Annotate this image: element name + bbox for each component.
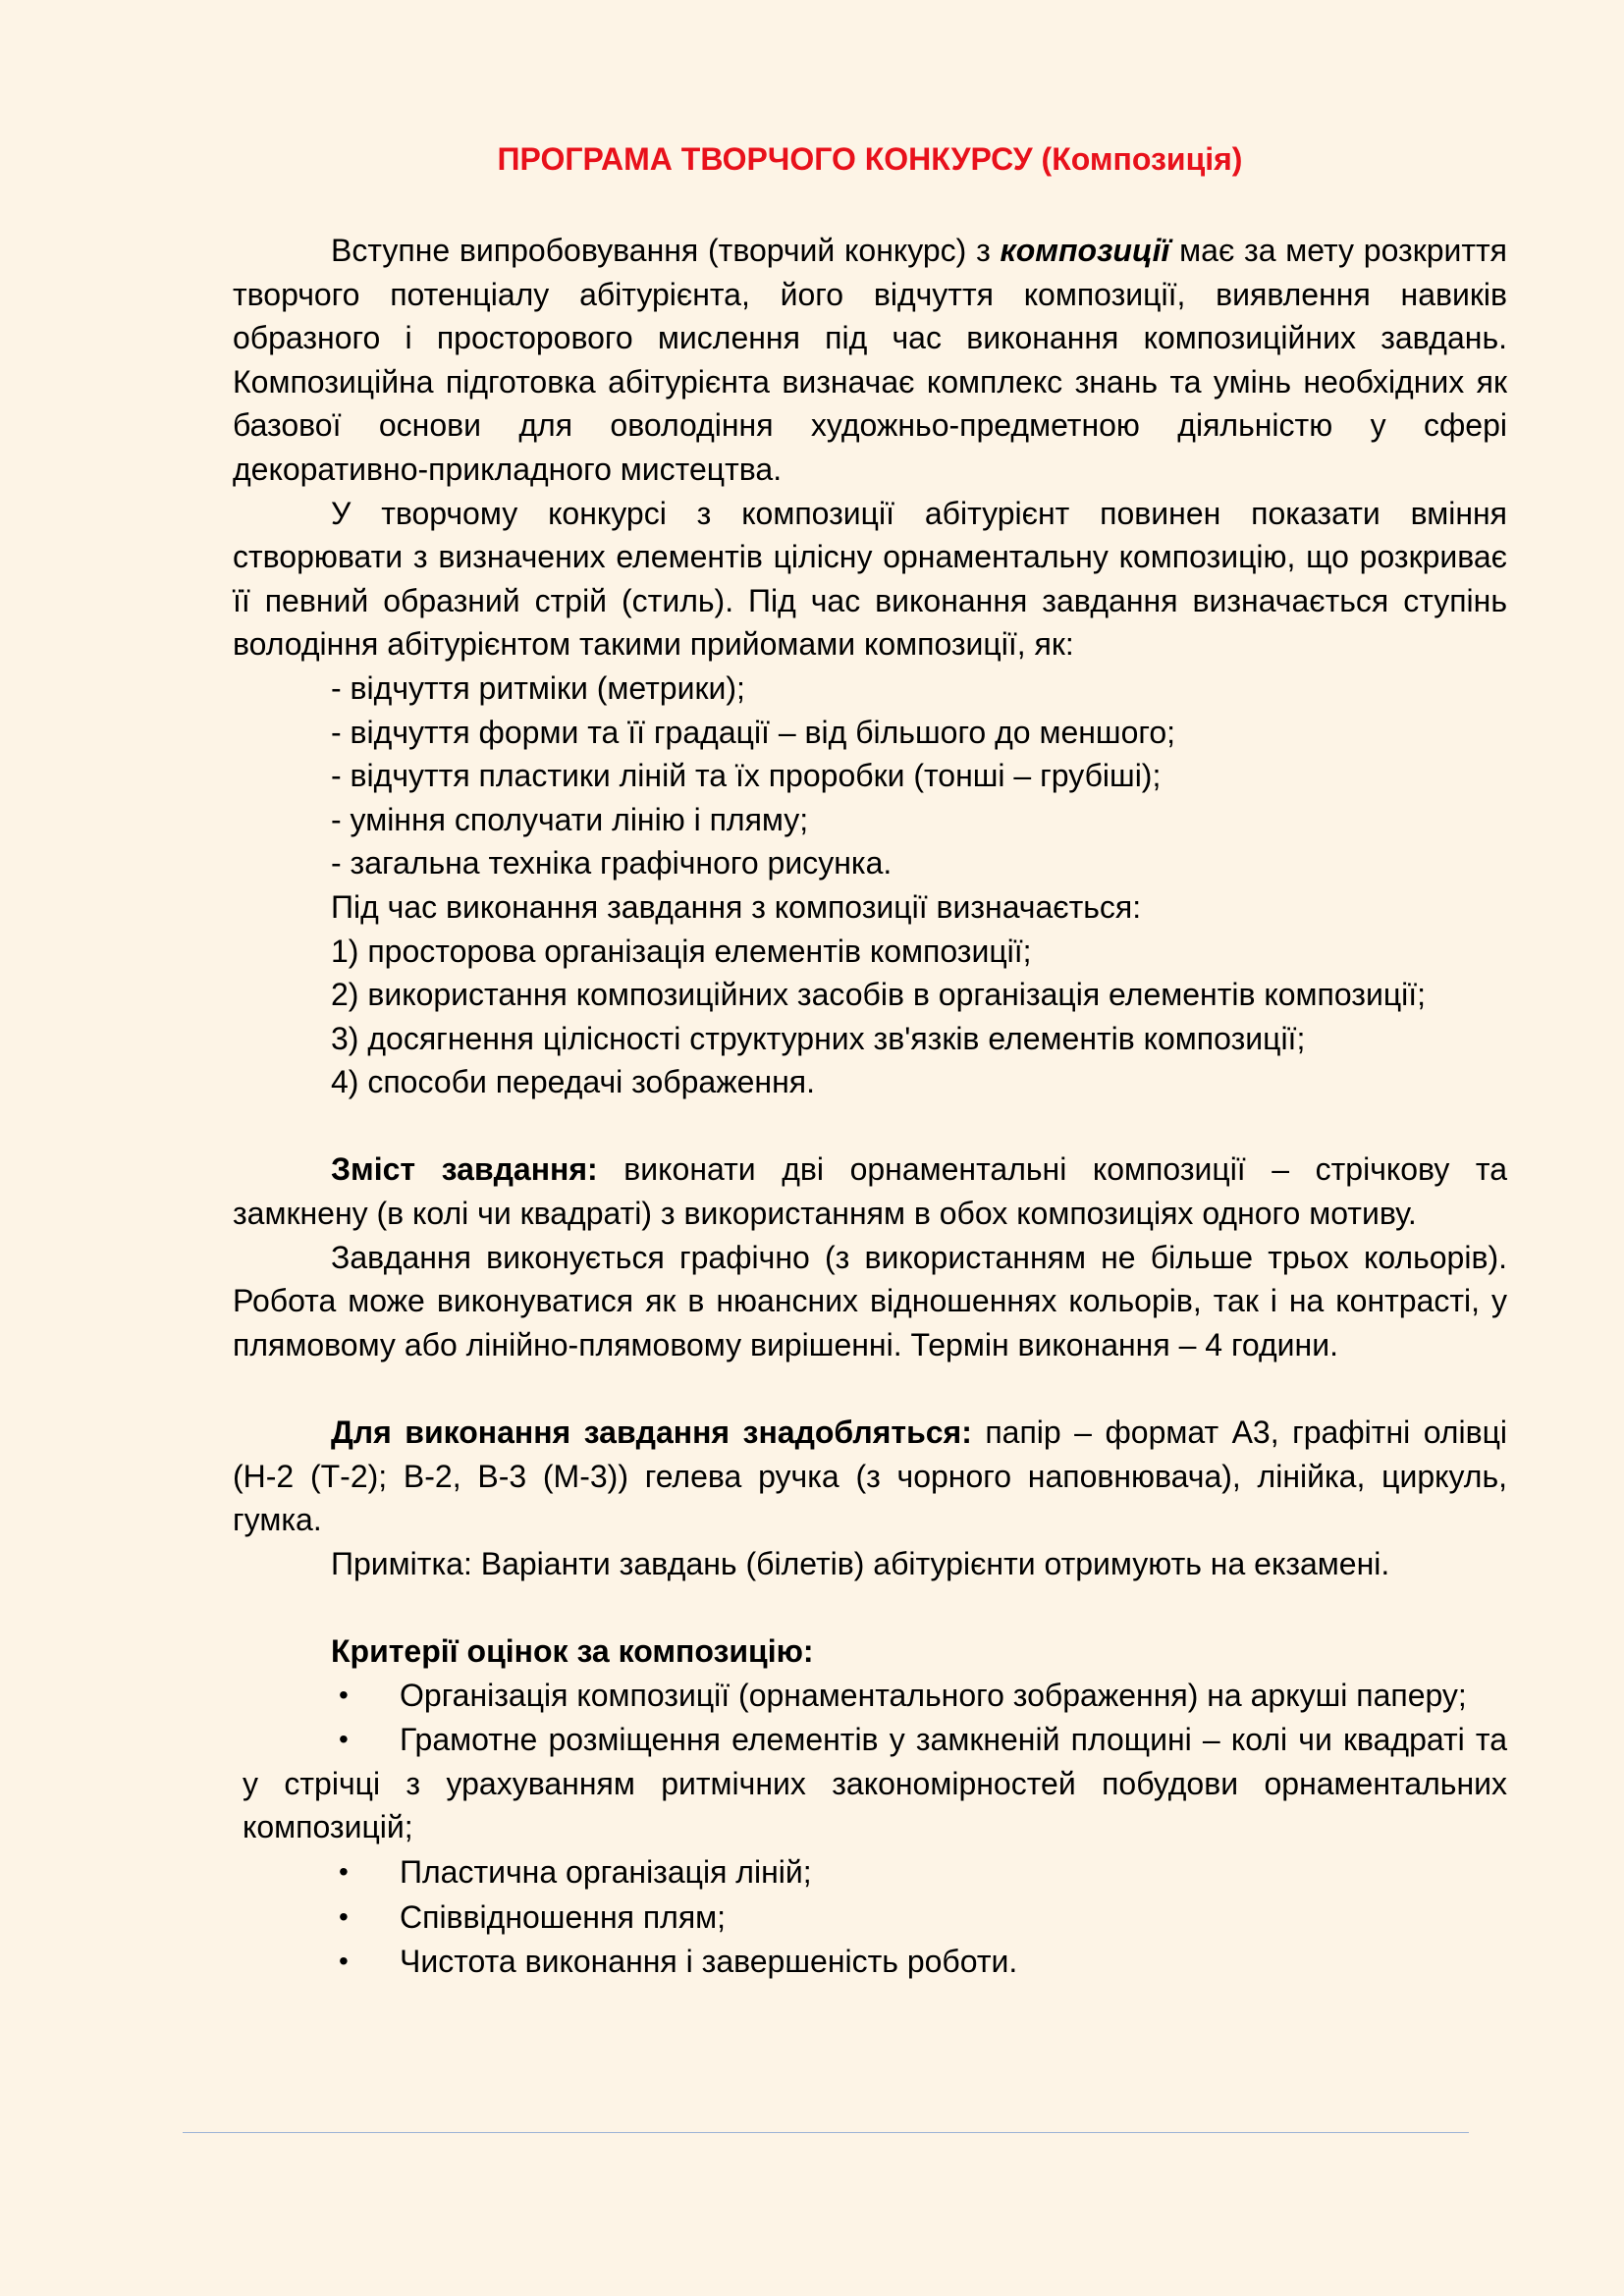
- criteria-item: [243, 1674, 1507, 1718]
- bullet-icon: •: [339, 1946, 349, 1977]
- footer-divider: [183, 2132, 1469, 2133]
- criteria-item: [243, 1940, 1507, 1984]
- skill-item: - відчуття форми та її градації – від більшого до меншого;: [331, 714, 1176, 750]
- criteria-item: [243, 1896, 1507, 1940]
- spacer: [233, 1104, 1507, 1148]
- materials-label: Для виконання завдання знадобляться:: [331, 1415, 972, 1451]
- criteria-heading: [233, 1629, 1507, 1674]
- criteria-item: [243, 1850, 1507, 1895]
- skills-paragraph: У творчому конкурсі з композиції абітурієнт повинен показати вміння створювати з визначених елементів цілісну орнаментальну композицію, що розкриває її певний образний стрій (стиль). Під час виконання завдання визначається ступінь володіння абітурієнтом такими прийомами композиції, як:: [233, 495, 1507, 663]
- spacer: [233, 1366, 1507, 1411]
- criteria-item-text: Чистота виконання і завершеність роботи.: [400, 1944, 1018, 1980]
- criteria-item-text: Грамотне розміщення елементів у замкненій площині – колі чи квадраті та у стрічці з урахуванням ритмічних закономірностей побудови орнаментальних композицій;: [243, 1722, 1507, 1845]
- skill-item: - уміння сполучати лінію і пляму;: [331, 801, 809, 837]
- criteria-heading-text: Критерії оцінок за композицію:: [331, 1633, 814, 1669]
- intro-paragraph: [233, 229, 1507, 492]
- bullet-icon: •: [339, 1855, 349, 1887]
- determined-item: 4) способи передачі зображення.: [331, 1064, 815, 1100]
- skill-item: - загальна техніка графічного рисунка.: [331, 845, 893, 881]
- materials-text: папір – формат А3, графітні олівці (Н-2 (Т-2); В-2, В-3 (М-3)) гелева ручка (з чорного наповнювача), лінійка, циркуль, гумка.: [233, 1415, 1508, 1538]
- determined-item: 1) просторова організація елементів композиції;: [331, 933, 1032, 969]
- materials-note: Примітка: Варіанти завдань (білетів) абітурієнти отримують на екзамені.: [331, 1545, 1390, 1581]
- determined-item: 3) досягнення цілісності структурних зв'язків елементів композиції;: [331, 1020, 1306, 1056]
- intro-text-before: Вступне випробовування (творчий конкурс) з: [331, 233, 1001, 268]
- criteria-item-text: Пластична організація ліній;: [400, 1853, 812, 1890]
- criteria-item-text: Співвідношення плям;: [400, 1898, 727, 1935]
- determined-item: 2) використання композиційних засобів в організація елементів композиції;: [331, 977, 1427, 1013]
- document-body: [233, 137, 1507, 1985]
- criteria-item: [243, 1718, 1507, 1849]
- intro-emphasis: композиції: [1000, 233, 1170, 268]
- skills-list: [233, 667, 1507, 1104]
- skill-item: - відчуття пластики ліній та їх проробки (тонші – грубіші);: [331, 758, 1162, 794]
- bullet-icon: •: [339, 1900, 349, 1932]
- bullet-icon: •: [339, 1679, 349, 1710]
- task-paragraph: [233, 1148, 1507, 1235]
- criteria-item-text: Організація композиції (орнаментального зображення) на аркуші паперу;: [400, 1677, 1467, 1713]
- spacer: [233, 1585, 1507, 1629]
- criteria-list: [233, 1674, 1507, 1984]
- intro-text-after: має за мету розкриття творчого потенціалу абітурієнта, його відчуття композиції, виявлення навиків образного і просторового мислення під час виконання композиційних завдань. Композиційна підготовка абітурієнта визначає комплекс знань та умінь необхідних як базової основи для оволодіння художньо-предметною діяльністю у сфері декоративно-прикладного мистецтва.: [233, 233, 1508, 487]
- task-execution-paragraph: Завдання виконується графічно (з використанням не більше трьох кольорів). Робота може виконуватися як в нюансних відношеннях кольорів, так і на контрасті, у плямовому або лінійно-плямовому вирішенні. Термін виконання – 4 години.: [233, 1239, 1507, 1362]
- materials-paragraph: [233, 1411, 1507, 1542]
- determined-intro: Під час виконання завдання з композиції визначається:: [331, 888, 1142, 925]
- bullet-icon: •: [339, 1724, 349, 1755]
- skill-item: - відчуття ритміки (метрики);: [331, 669, 745, 706]
- page-title: ПРОГРАМА ТВОРЧОГО КОНКУРСУ (Композиція): [497, 141, 1243, 177]
- task-label: Зміст завдання:: [331, 1151, 598, 1188]
- task-text: виконати дві орнаментальні композиції – стрічкову та замкнену (в колі чи квадраті) з використанням в обох композиціях одного мотиву.: [233, 1151, 1508, 1232]
